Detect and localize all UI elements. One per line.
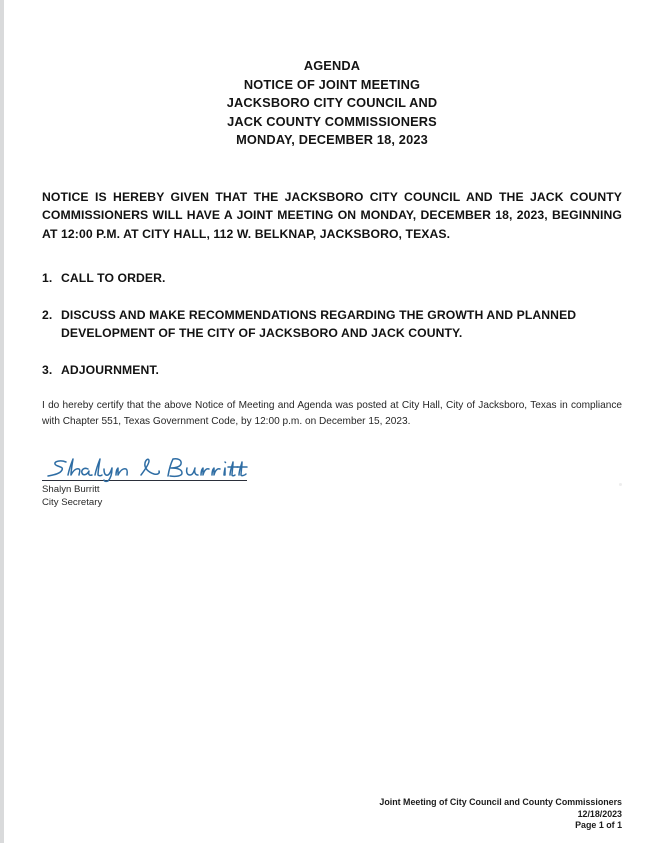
agenda-item-2-number: 2.	[42, 307, 53, 322]
agenda-item-1	[42, 269, 622, 288]
footer-page-number: Page 1 of 1	[575, 820, 622, 831]
document-title-block	[42, 57, 622, 150]
notice-paragraph: NOTICE IS HEREBY GIVEN THAT THE JACKSBORO CITY COUNCIL AND THE JACK COUNTY COMMISSIONERS WILL HAVE A JOINT MEETING ON MONDAY, DECEMBER 18, 2023, BEGINNING AT 12:00 P.M. AT CITY HALL, 112 W. BELKNAP, JACKSBORO, TEXAS.	[42, 189, 622, 241]
agenda-item-1-number: 1.	[42, 271, 53, 286]
agenda-item-1-text: CALL TO ORDER.	[61, 271, 166, 286]
title-line-notice: NOTICE OF JOINT MEETING	[243, 76, 421, 92]
title-line-council: JACKSBORO CITY COUNCIL AND	[226, 95, 438, 111]
agenda-item-3-text: ADJOURNMENT.	[61, 362, 160, 377]
title-line-commissioners: JACK COUNTY COMMISSIONERS	[227, 113, 437, 129]
agenda-item-2	[42, 306, 622, 343]
agenda-item-3	[42, 361, 622, 380]
page-footer	[379, 797, 622, 832]
title-line-date: MONDAY, DECEMBER 18, 2023	[236, 132, 428, 148]
footer-date: 12/18/2023	[577, 808, 622, 819]
certification-paragraph: I do hereby certify that the above Notice of Meeting and Agenda was posted at City Hall, City of Jacksboro, Texas in compliance with Chapter 551, Texas Government Code, by 12:00 p.m. on December 15, 2023.	[42, 400, 622, 427]
agenda-list	[42, 269, 622, 379]
signature-printed-name: Shalyn Burritt	[42, 484, 100, 496]
signature-block	[42, 456, 257, 509]
handwritten-signature-icon	[42, 456, 257, 482]
footer-meeting-title: Joint Meeting of City Council and County Commissioners	[379, 797, 622, 808]
agenda-item-2-text: DISCUSS AND MAKE RECOMMENDATIONS REGARDING THE GROWTH AND PLANNED DEVELOPMENT OF THE CITY OF JACKSBORO AND JACK COUNTY.	[61, 307, 577, 341]
signature-role: City Secretary	[42, 497, 103, 509]
title-line-agenda: AGENDA	[303, 58, 361, 73]
agenda-item-3-number: 3.	[42, 362, 53, 377]
